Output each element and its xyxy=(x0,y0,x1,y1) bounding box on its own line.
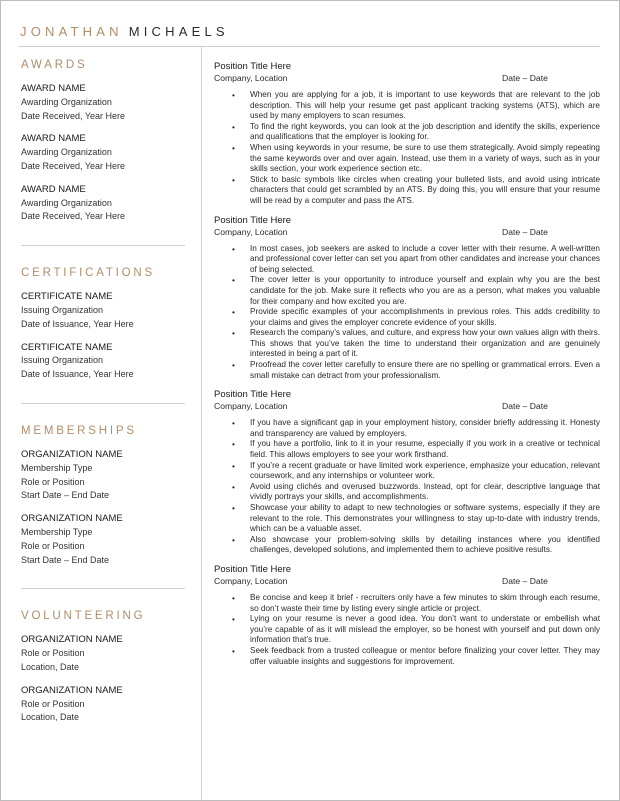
certificate-issuer: Issuing Organization xyxy=(21,355,104,366)
job-company-line xyxy=(214,227,600,238)
bullet-item: • If you have a portfolio, link to it in your resume, especially if you work in a creative or technical field. This allows employers to see your work firsthand. xyxy=(250,439,600,460)
certificate-entry xyxy=(21,341,191,382)
bullet-item: • Avoid using clichés and overused buzzwords. Instead, opt for clear, descriptive language that vividly portrays your skills, and accomplishments. xyxy=(250,482,600,503)
awards-section xyxy=(21,58,191,224)
last-name: MICHAELS xyxy=(128,24,229,39)
bullet-item: • Research the company’s values, and culture, and express how your own values align with theirs. This shows that you’ve taken the time to understand their organization and are genuinely interested in being a part of it. xyxy=(250,328,600,360)
job-dates: Date – Date xyxy=(502,575,548,586)
job-title: Position Title Here xyxy=(214,61,292,72)
award-name: AWARD NAME xyxy=(21,133,86,145)
membership-organization: ORGANIZATION NAME xyxy=(21,513,123,525)
volunteering-location-date: Location, Date xyxy=(21,712,80,723)
volunteering-entry xyxy=(21,633,191,674)
bullet-item: • In most cases, job seekers are asked to include a cover letter with their resume. A well-written and professional cover letter can set you apart from other candidates and increase your chances of being selected. xyxy=(250,244,600,276)
experience-section xyxy=(214,61,600,675)
memberships-section xyxy=(21,424,191,567)
award-date: Date Received, Year Here xyxy=(21,211,126,222)
membership-organization: ORGANIZATION NAME xyxy=(21,448,123,460)
job-dates: Date – Date xyxy=(502,73,548,83)
volunteering-role: Role or Position xyxy=(21,698,85,709)
job-bullets xyxy=(214,593,600,667)
section-divider xyxy=(21,403,185,404)
membership-dates: Start Date – End Date xyxy=(21,554,110,565)
job-title: Position Title Here xyxy=(214,389,292,401)
certifications-heading: CERTIFICATIONS xyxy=(21,267,155,280)
bullet-item: • When using keywords in your resume, be sure to use them strategically. Avoid simply repeating the same keywords over and over again. Instead, use them in a variety of ways, such as in your skills section, your work experience section etc. xyxy=(250,143,600,175)
volunteering-role: Role or Position xyxy=(21,648,85,659)
job-entry xyxy=(214,389,600,556)
volunteering-section xyxy=(21,609,191,725)
volunteering-location-date: Location, Date xyxy=(21,661,80,672)
award-entry xyxy=(21,183,191,224)
bullet-item: • Be concise and keep it brief - recruiters only have a few minutes to skim through each resume, so don’t waste their time by listing every single article or project. xyxy=(250,593,600,614)
section-divider xyxy=(21,245,185,246)
certificate-name: CERTIFICATE NAME xyxy=(21,291,113,303)
membership-entry xyxy=(21,512,191,567)
award-organization: Awarding Organization xyxy=(21,96,112,107)
bullet-item: • When you are applying for a job, it is important to use keywords that are relevant to the job description. This will help your resume get past applicant tracking systems (ATS), which are used by many employers to scan resumes. xyxy=(250,90,600,122)
first-name: JONATHAN xyxy=(20,24,123,39)
job-bullets xyxy=(214,418,600,556)
job-company: Company, Location xyxy=(214,401,288,412)
bullet-item: • Lying on your resume is never a good idea. You don’t want to understate or embellish what you’re capable of as it will mislead the employer, so be honest with yourself and put down only information that’s true. xyxy=(250,614,600,646)
bullet-item: • Seek feedback from a trusted colleague or mentor before finalizing your cover letter. They may offer valuable insights and suggestions for improvement. xyxy=(250,646,600,667)
header-divider xyxy=(18,46,600,47)
award-date: Date Received, Year Here xyxy=(21,160,126,171)
section-divider xyxy=(21,588,185,589)
job-company: Company, Location xyxy=(214,575,288,586)
job-entry xyxy=(214,215,600,382)
job-bullets xyxy=(214,244,600,382)
job-company-line xyxy=(214,401,600,412)
bullet-item: • Also showcase your problem-solving skills by detailing instances where you identified challenges, developed solutions, and implemented them to achieve positive results. xyxy=(250,535,600,556)
bullet-item: • Provide specific examples of your accomplishments in previous roles. This adds credibility to your claims and gives the employer concrete evidence of your skills. xyxy=(250,307,600,328)
job-company-line xyxy=(214,73,600,84)
sidebar xyxy=(21,58,191,734)
certifications-section xyxy=(21,266,191,382)
award-name: AWARD NAME xyxy=(21,183,86,195)
job-bullets xyxy=(214,90,600,207)
membership-entry xyxy=(21,448,191,503)
bullet-item: • To find the right keywords, you can look at the job description and identify the skills, experience and qualifications that the employer is looking for. xyxy=(250,122,600,143)
job-title: Position Title Here xyxy=(214,563,292,575)
awards-heading: AWARDS xyxy=(21,59,88,71)
volunteering-heading: VOLUNTEERING xyxy=(21,610,146,623)
award-name: AWARD NAME xyxy=(21,83,86,94)
bullet-item: • Showcase your ability to adapt to new technologies or software systems, especially if they are relevant to the role. This demonstrates your willingness to stay up-to-date with industry trends, which can be a valuable asset. xyxy=(250,503,600,535)
certificate-date: Date of Issuance, Year Here xyxy=(21,369,134,380)
membership-type: Membership Type xyxy=(21,526,93,537)
award-entry xyxy=(21,82,191,123)
job-company: Company, Location xyxy=(214,226,288,237)
job-company: Company, Location xyxy=(214,73,288,83)
certificate-issuer: Issuing Organization xyxy=(21,304,104,315)
award-organization: Awarding Organization xyxy=(21,147,112,158)
job-entry xyxy=(214,61,600,207)
award-organization: Awarding Organization xyxy=(21,197,112,208)
certificate-entry xyxy=(21,290,191,331)
job-title: Position Title Here xyxy=(214,214,292,226)
membership-role: Role or Position xyxy=(21,476,85,487)
volunteering-organization: ORGANIZATION NAME xyxy=(21,684,123,696)
bullet-item: • If you have a significant gap in your employment history, consider briefly addressing it. Honesty and transparency are valued by employers. xyxy=(250,418,600,439)
certificate-date: Date of Issuance, Year Here xyxy=(21,318,134,329)
bullet-item: • Stick to basic symbols like circles when creating your bulleted lists, and avoid using intricate characters that could get scrambled by an ATS. By doing this, you will ensure that your resume will be read by a computer and pass the ATS. xyxy=(250,175,600,207)
name-header xyxy=(20,24,229,39)
bullet-item: • Proofread the cover letter carefully to ensure there are no spelling or grammatical errors. Even a small mistake can detract from your professionalism. xyxy=(250,360,600,381)
job-entry xyxy=(214,564,600,667)
bullet-item: • If you’re a recent graduate or have limited work experience, emphasize your education, relevant coursework, and any internships or volunteer work. xyxy=(250,461,600,482)
column-divider xyxy=(201,47,202,800)
volunteering-entry xyxy=(21,684,191,725)
award-date: Date Received, Year Here xyxy=(21,110,126,121)
job-company-line xyxy=(214,576,600,587)
certificate-name: CERTIFICATE NAME xyxy=(21,341,113,353)
job-dates: Date – Date xyxy=(502,401,548,412)
award-entry xyxy=(21,132,191,173)
membership-dates: Start Date – End Date xyxy=(21,490,110,501)
membership-type: Membership Type xyxy=(21,462,93,473)
volunteering-organization: ORGANIZATION NAME xyxy=(21,634,123,646)
memberships-heading: MEMBERSHIPS xyxy=(21,424,137,437)
membership-role: Role or Position xyxy=(21,540,85,551)
job-dates: Date – Date xyxy=(502,226,548,237)
bullet-item: • The cover letter is your opportunity to introduce yourself and explain why you are the best candidate for the job. Make sure it reflects who you are as a person, what makes you valuable for their company and how excited you are. xyxy=(250,275,600,307)
